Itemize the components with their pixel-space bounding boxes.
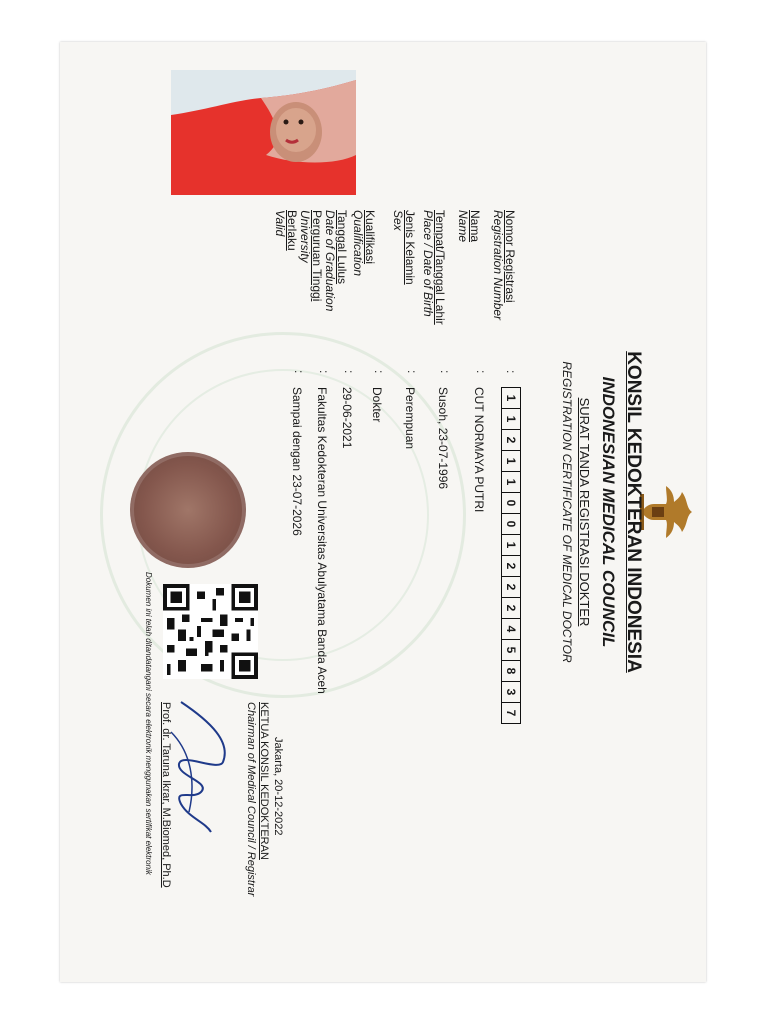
value-university: Fakultas Kedokteran Universitas Abulyatama Banda Aceh xyxy=(315,387,329,694)
value-graduation: 29-06-2021 xyxy=(340,387,354,449)
reg-digit: 7 xyxy=(501,702,521,724)
garuda-emblem-icon xyxy=(636,480,700,544)
portrait-photo xyxy=(171,70,356,195)
colon-valid: : xyxy=(292,370,306,374)
reg-digit: 1 xyxy=(501,534,521,556)
value-valid: Sampai dengan 23-07-2026 xyxy=(290,387,304,536)
place-date: Jakarta, 20-12-2022 xyxy=(272,737,284,836)
colon-registration: : xyxy=(504,370,518,374)
reg-digit: 0 xyxy=(501,513,521,535)
value-sex: Perempuan xyxy=(403,387,417,450)
reg-digit: 1 xyxy=(501,408,521,430)
label-graduation: Tanggal Lulus Date of Graduation xyxy=(323,210,349,312)
reg-digit: 2 xyxy=(501,429,521,451)
value-qualification: Dokter xyxy=(370,387,384,423)
colon-university: : xyxy=(317,370,331,374)
reg-digit: 4 xyxy=(501,618,521,640)
value-name: CUT NORMAYA PUTRI xyxy=(472,387,486,513)
label-birth: Tempat/Tanggal Lahir Place / Date of Birth xyxy=(421,210,447,325)
colon-qualification: : xyxy=(372,370,386,374)
label-university: Perguruan Tinggi University xyxy=(298,210,324,302)
label-valid: Berlaku Valid xyxy=(273,210,299,251)
label-name: Nama Name xyxy=(456,210,482,243)
signer-name: Prof. dr. Taruna Ikrar, M.Biomed, Ph.D xyxy=(160,702,172,888)
reg-digit: 2 xyxy=(501,576,521,598)
reg-digit: 1 xyxy=(501,471,521,493)
reg-digit: 3 xyxy=(501,681,521,703)
portrait-image xyxy=(171,70,356,195)
registration-number-boxes xyxy=(501,387,521,723)
reg-digit: 8 xyxy=(501,660,521,682)
colon-birth: : xyxy=(438,370,452,374)
council-title-en: INDONESIAN MEDICAL COUNCIL xyxy=(599,376,618,648)
signatory-title-en: Chairman of Medical Council / Registrar xyxy=(245,702,257,897)
council-title-id: KONSIL KEDOKTERAN INDONESIA xyxy=(623,351,644,673)
colon-name: : xyxy=(474,370,488,374)
electronic-signature-note: Dokumen ini telah ditandatangani secara elektronik menggunakan sertifikat elektronik xyxy=(144,572,153,875)
colon-sex: : xyxy=(405,370,419,374)
certificate-title-id: SURAT TANDA REGISTRASI DOKTER xyxy=(577,397,592,627)
official-stamp xyxy=(130,452,246,568)
label-registration-number: Nomor Registrasi Registration Number xyxy=(491,210,517,321)
label-qualification: Kualifikasi Qualification xyxy=(351,210,377,277)
reg-digit: 2 xyxy=(501,597,521,619)
reg-digit: 1 xyxy=(501,387,521,409)
document-sheet xyxy=(60,42,706,982)
reg-digit: 0 xyxy=(501,492,521,514)
qr-code-icon xyxy=(163,584,258,679)
certificate-content xyxy=(60,42,706,982)
label-sex: Jenis Kelamin Sex xyxy=(391,210,417,285)
colon-graduation: : xyxy=(342,370,356,374)
signatory-title-id: KETUA KONSIL KEDOKTERAN xyxy=(258,702,270,860)
certificate-title-en: REGISTRATION CERTIFICATE OF MEDICAL DOCTOR xyxy=(560,361,574,663)
handwritten-signature xyxy=(161,692,251,842)
reg-digit: 1 xyxy=(501,450,521,472)
reg-digit: 2 xyxy=(501,555,521,577)
value-birth: Susoh, 23-07-1996 xyxy=(436,387,450,490)
reg-digit: 5 xyxy=(501,639,521,661)
